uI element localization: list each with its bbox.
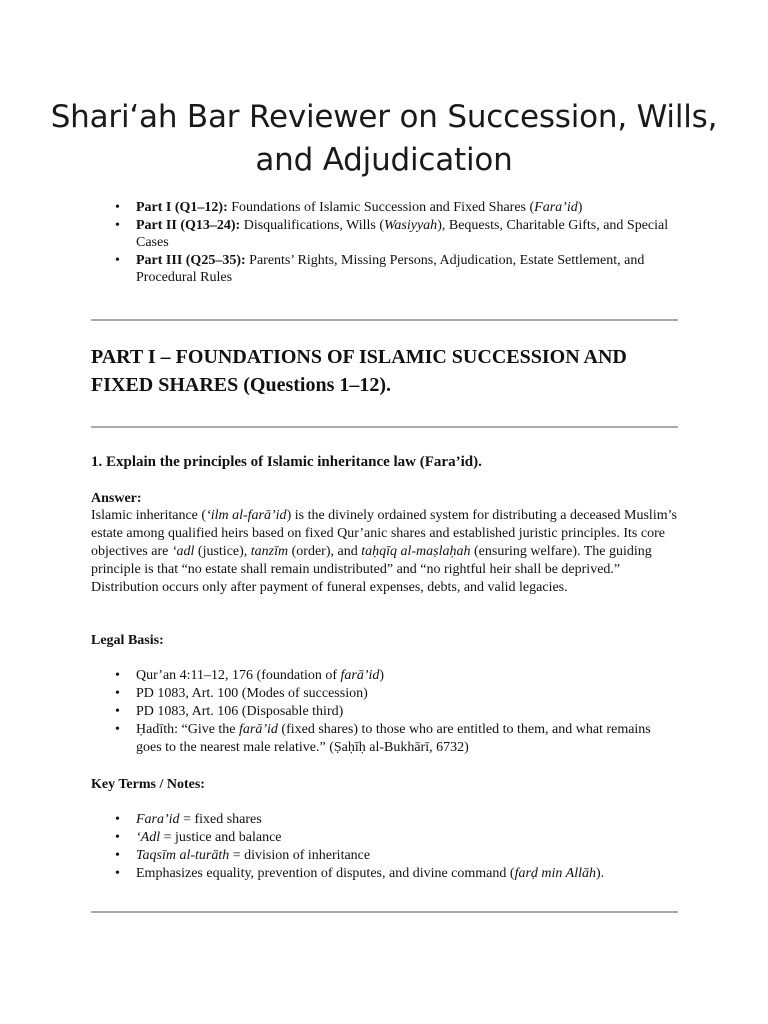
key-terms-list [115, 811, 675, 883]
answer-label: Answer: [91, 491, 142, 506]
outline-item-part-1: • Part I (Q1–12): Foundations of Islamic Succession and Fixed Shares (Fara’id) [115, 199, 675, 217]
question-1-title: 1. Explain the principles of Islamic inheritance law (Fara’id). [91, 454, 482, 470]
list-item: • Fara’id = fixed shares [115, 811, 675, 829]
list-item: • PD 1083, Art. 100 (Modes of succession) [115, 685, 675, 703]
list-item: • Ḥadīth: “Give the farā’id (fixed shares) to those who are entitled to them, and what remains goes to the nearest male relative.” (Ṣaḥīḥ al-Bukhārī, 6732) [115, 721, 675, 757]
part-1-heading: PART I – FOUNDATIONS OF ISLAMIC SUCCESSION AND FIXED SHARES (Questions 1–12). [91, 346, 627, 396]
parts-outline [115, 199, 675, 287]
outline-item-part-2: • Part II (Q13–24): Disqualifications, Wills (Wasiyyah), Bequests, Charitable Gifts, and Special Cases [115, 217, 675, 252]
legal-basis-list [115, 667, 675, 757]
outline-item-part-3: • Part III (Q25–35): Parents’ Rights, Missing Persons, Adjudication, Estate Settlement, and Procedural Rules [115, 252, 675, 287]
list-item: • ‘Adl = justice and balance [115, 829, 675, 847]
divider-rule [91, 426, 678, 428]
legal-basis-label: Legal Basis: [91, 633, 164, 648]
divider-rule [91, 911, 678, 913]
key-terms-label: Key Terms / Notes: [91, 777, 205, 792]
divider-rule [91, 319, 678, 321]
list-item: • Taqsīm al-turāth = division of inheritance [115, 847, 675, 865]
document-title: Shari‘ah Bar Reviewer on Succession, Wills, and Adjudication [50, 99, 718, 178]
list-item: • Qur’an 4:11–12, 176 (foundation of farā’id) [115, 667, 675, 685]
list-item: • Emphasizes equality, prevention of disputes, and divine command (farḍ min Allāh). [115, 865, 675, 883]
answer-paragraph: Islamic inheritance (‘ilm al-farā’id) is the divinely ordained system for distributing a deceased Muslim’s estate among qualified heirs based on fixed Qur’anic shares and established juristic principles. Its core objectives are ‘adl (justice), tanzīm (order), and taḥqīq al-maṣlaḥah (ensuring welfare). The guiding principle is that “no estate shall remain undistributed” and “no rightful heir shall be deprived.” Distribution occurs only after payment of funeral expenses, debts, and valid legacies. [91, 508, 677, 595]
list-item: • PD 1083, Art. 106 (Disposable third) [115, 703, 675, 721]
